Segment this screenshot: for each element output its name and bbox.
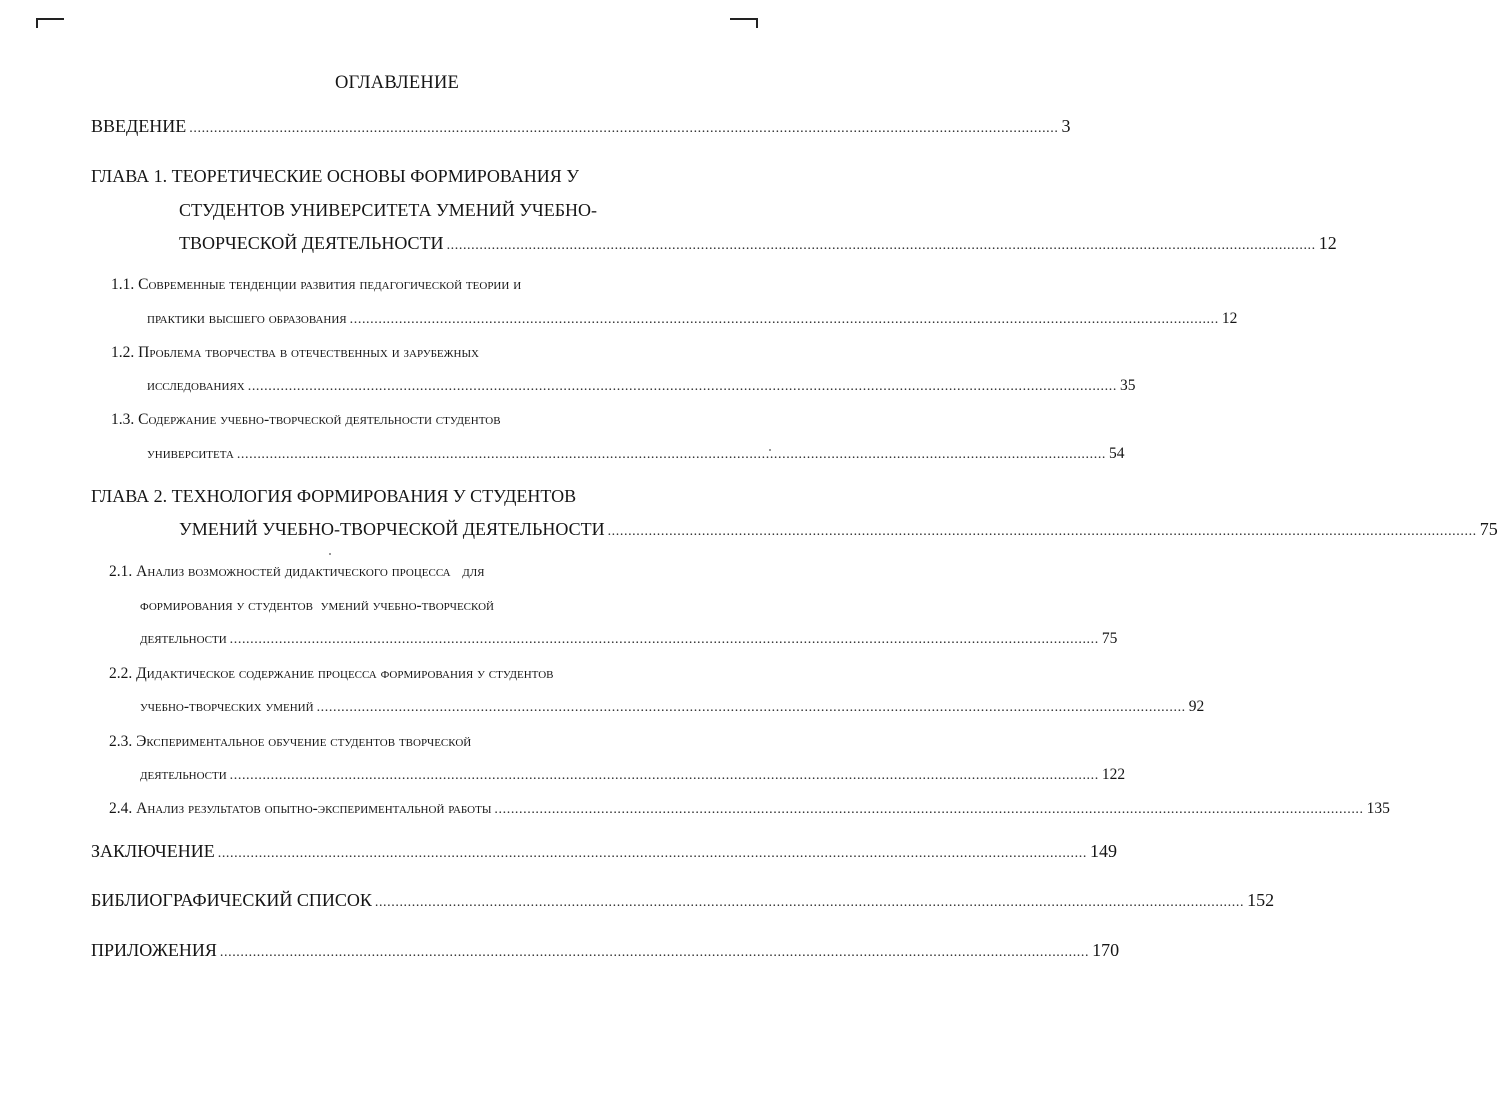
toc-entry-section-2-1[interactable] xyxy=(140,630,1118,648)
toc-entry-title: УМЕНИЙ УЧЕБНО-ТВОРЧЕСКОЙ ДЕЯТЕЛЬНОСТИ xyxy=(179,519,605,539)
toc-entry-section-2-4[interactable] xyxy=(109,800,1390,818)
toc-entry-title: деятельности xyxy=(140,766,227,783)
section-2-1-line-2: формирования у студентов умений учебно-творческой xyxy=(140,597,494,614)
toc-page-number: 122 xyxy=(1101,766,1126,783)
chapter-1-title-line-1: ГЛАВА 1. ТЕОРЕТИЧЕСКИЕ ОСНОВЫ ФОРМИРОВАНИЯ У xyxy=(91,166,580,186)
toc-entry-title: практики высшего образования xyxy=(147,310,347,327)
toc-entry-title: университета xyxy=(147,445,234,462)
toc-entry-conclusion[interactable] xyxy=(91,841,1117,862)
toc-entry-section-1-1[interactable] xyxy=(147,310,1238,328)
dot-leader: .................................................................................................................................................................................................................... xyxy=(229,632,1099,647)
section-2-3-line-1: 2.3. Экспериментальное обучение студентов творческой xyxy=(109,733,472,750)
chapter-2-title-line-1: ГЛАВА 2. ТЕХНОЛОГИЯ ФОРМИРОВАНИЯ У СТУДЕНТОВ xyxy=(91,486,577,506)
toc-page-number: 92 xyxy=(1188,698,1205,715)
dot-leader: .................................................................................................................................................................................................................... xyxy=(374,895,1245,910)
toc-entry-bibliography[interactable] xyxy=(91,890,1275,911)
section-2-1-line-1: 2.1. Анализ возможностей дидактического процесса для xyxy=(109,563,485,580)
dot-leader: .................................................................................................................................................................................................................... xyxy=(446,238,1316,253)
toc-entry-section-1-3[interactable] xyxy=(147,445,1125,463)
dot-leader: .................................................................................................................................................................................................................... xyxy=(316,700,1186,715)
toc-entry-chapter-2[interactable] xyxy=(179,519,1498,540)
toc-page-number: 75 xyxy=(1101,630,1118,647)
toc-page-number: 152 xyxy=(1247,890,1275,910)
dot-leader: .................................................................................................................................................................................................................... xyxy=(189,121,1059,136)
dot-leader: .................................................................................................................................................................................................................... xyxy=(607,524,1477,539)
frame-corner-top-left xyxy=(36,18,64,28)
toc-page-number: 170 xyxy=(1092,940,1120,960)
toc-title: ОГЛАВЛЕНИЕ xyxy=(334,73,460,93)
toc-entry-title: ЗАКЛЮЧЕНИЕ xyxy=(91,841,215,861)
dot-leader: .................................................................................................................................................................................................................... xyxy=(217,846,1087,861)
toc-entry-title: исследованиях xyxy=(147,377,245,394)
chapter-1-title-line-2: СТУДЕНТОВ УНИВЕРСИТЕТА УМЕНИЙ УЧЕБНО- xyxy=(179,200,598,220)
toc-page-number: 149 xyxy=(1089,841,1117,861)
toc-entry-chapter-1[interactable] xyxy=(179,233,1337,254)
toc-entry-section-2-2[interactable] xyxy=(140,698,1205,716)
dot-leader: .................................................................................................................................................................................................................... xyxy=(236,447,1107,462)
toc-entry-title: БИБЛИОГРАФИЧЕСКИЙ СПИСОК xyxy=(91,890,372,910)
toc-page-number: 75 xyxy=(1479,519,1498,539)
toc-page-number: 12 xyxy=(1221,310,1238,327)
toc-entry-title: ТВОРЧЕСКОЙ ДЕЯТЕЛЬНОСТИ xyxy=(179,233,444,253)
toc-page-number: 3 xyxy=(1061,116,1071,136)
dot-leader: .................................................................................................................................................................................................................... xyxy=(219,945,1090,960)
scan-speck xyxy=(329,553,331,555)
toc-page-number: 12 xyxy=(1318,233,1337,253)
section-1-3-line-1: 1.3. Содержание учебно-творческой деятельности студентов xyxy=(111,411,501,428)
toc-entry-appendices[interactable] xyxy=(91,940,1120,961)
dot-leader: .................................................................................................................................................................................................................... xyxy=(349,312,1219,327)
toc-entry-section-1-2[interactable] xyxy=(147,377,1136,395)
frame-corner-top-right xyxy=(730,18,758,28)
toc-entry-introduction[interactable] xyxy=(91,116,1071,137)
toc-page-number: 54 xyxy=(1109,445,1125,462)
toc-entry-title: ВВЕДЕНИЕ xyxy=(91,116,187,136)
section-1-1-line-1: 1.1. Современные тенденции развития педагогической теории и xyxy=(111,276,522,293)
toc-entry-title: ПРИЛОЖЕНИЯ xyxy=(91,940,217,960)
toc-entry-title: учебно-творческих умений xyxy=(140,698,314,715)
dot-leader: .................................................................................................................................................................................................................... xyxy=(229,768,1099,783)
toc-page-number: 35 xyxy=(1119,377,1136,394)
section-1-2-line-1: 1.2. Проблема творчества в отечественных и зарубежных xyxy=(111,344,479,361)
dot-leader: .................................................................................................................................................................................................................... xyxy=(247,379,1117,394)
toc-page-number: 135 xyxy=(1366,800,1390,817)
section-2-2-line-1: 2.2. Дидактическое содержание процесса формирования у студентов xyxy=(109,665,554,682)
toc-entry-section-2-3[interactable] xyxy=(140,766,1126,784)
dot-leader: .................................................................................................................................................................................................................... xyxy=(494,802,1364,817)
toc-entry-title: деятельности xyxy=(140,630,227,647)
toc-entry-title: 2.4. Анализ результатов опытно-экспериментальной работы xyxy=(109,800,492,817)
